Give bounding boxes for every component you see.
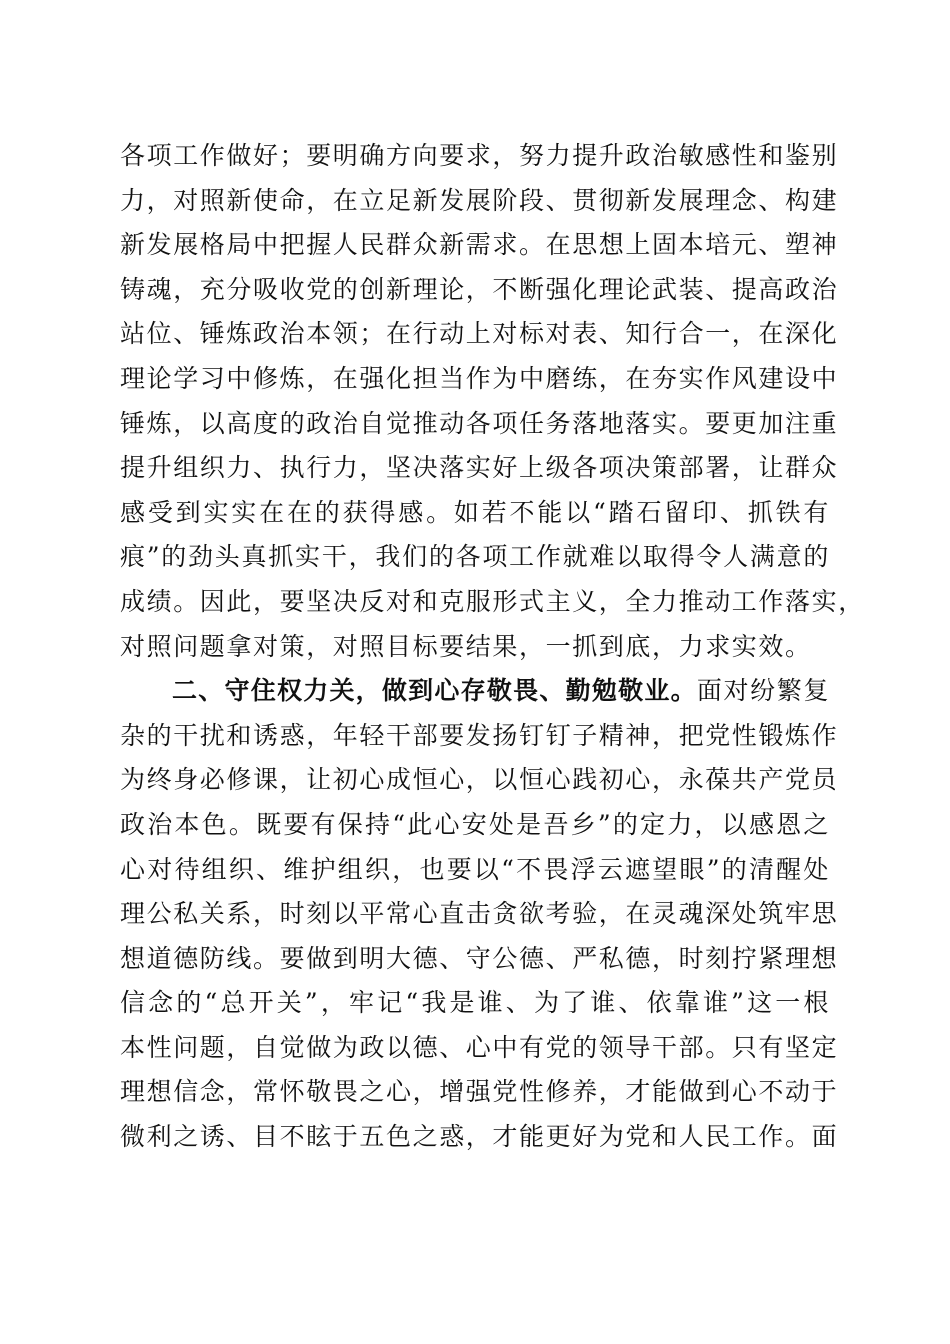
section-heading: 二、守住权力关，做到心存敬畏、勤勉敬业。 <box>172 676 697 706</box>
text-line: 理公私关系，时刻以平常心直击贪欲考验，在灵魂深处筑牢思 <box>120 899 839 929</box>
text-line: 政治本色。既要有保持“此心安处是吾乡”的定力，以感恩之 <box>120 809 830 839</box>
text-line: 站位、锤炼政治本领；在行动上对标对表、知行合一，在深化 <box>120 319 839 349</box>
text-line: 杂的干扰和诱惑，年轻干部要发扬钉钉子精神，把党性锻炼作 <box>120 720 839 750</box>
text-line: 力，对照新使命，在立足新发展阶段、贯彻新发展理念、构建 <box>120 185 839 215</box>
text-line: 为终身必修课，让初心成恒心，以恒心践初心，永葆共产党员 <box>120 765 839 795</box>
text-line: 痕”的劲头真抓实干，我们的各项工作就难以取得令人满意的 <box>120 542 830 572</box>
text-line: 各项工作做好；要明确方向要求，努力提升政治敏感性和鉴别 <box>120 141 839 170</box>
text-line: 微利之诱、目不眩于五色之惑，才能更好为党和人民工作。面 <box>120 1122 839 1152</box>
text-line: 想道德防线。要做到明大德、守公德、严私德，时刻拧紧理想 <box>120 943 839 973</box>
text-line: 锤炼，以高度的政治自觉推动各项任务落地落实。要更加注重 <box>120 408 839 438</box>
paragraph-2 <box>120 669 839 1160</box>
text-line: 理论学习中修炼，在强化担当作为中磨练，在夯实作风建设中 <box>120 363 839 393</box>
heading-line-rest: 面对纷繁复 <box>696 676 830 706</box>
text-line: 铸魂，充分吸收党的创新理论，不断强化理论武装、提高政治 <box>120 274 839 304</box>
text-line: 本性问题，自觉做为政以德、心中有党的领导干部。只有坚定 <box>120 1032 839 1062</box>
text-line: 新发展格局中把握人民群众新需求。在思想上固本培元、塑神 <box>120 230 839 260</box>
text-line: 感受到实实在在的获得感。如若不能以“踏石留印、抓铁有 <box>120 497 830 527</box>
paragraph-1 <box>120 134 865 669</box>
text-line: 提升组织力、执行力，坚决落实好上级各项决策部署，让群众 <box>120 453 839 483</box>
text-line: 对照问题拿对策，对照目标要结果，一抓到底，力求实效。 <box>120 631 812 661</box>
text-line: 信念的“总开关”，牢记“我是谁、为了谁、依靠谁”这一根 <box>120 988 830 1018</box>
text-line: 成绩。因此，要坚决反对和克服形式主义，全力推动工作落实， <box>120 586 865 616</box>
text-line: 心对待组织、维护组织，也要以“不畏浮云遮望眼”的清醒处 <box>120 854 830 884</box>
body-text <box>120 134 865 1160</box>
section-heading-line <box>120 669 830 714</box>
text-line: 理想信念，常怀敬畏之心，增强党性修养，才能做到心不动于 <box>120 1077 839 1107</box>
